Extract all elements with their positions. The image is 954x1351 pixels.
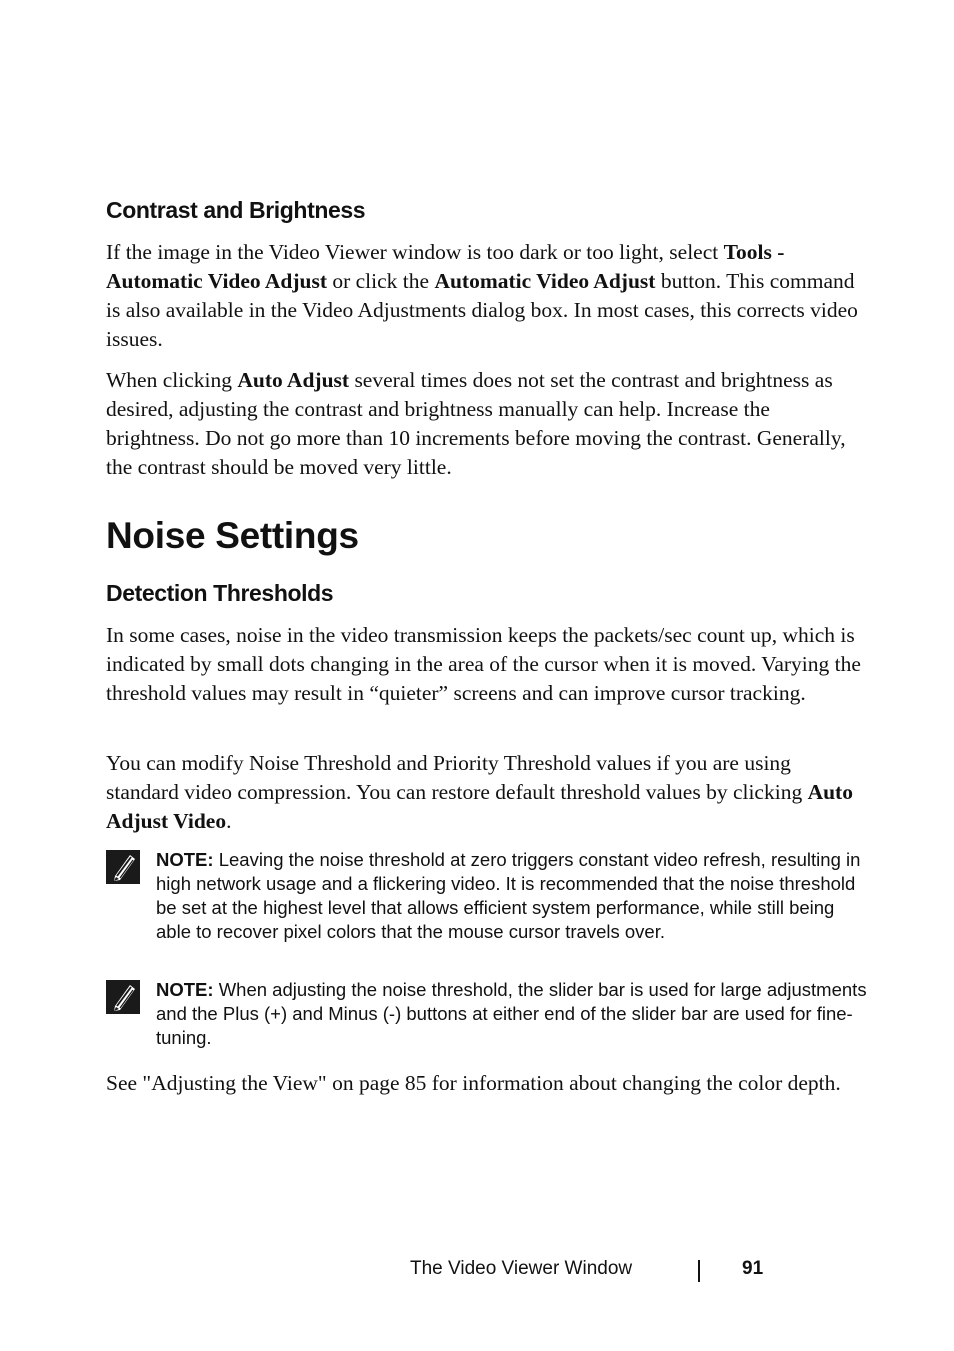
note-text-1 <box>156 848 872 944</box>
bold-text: Automatic Video Adjust <box>434 269 656 293</box>
note-pencil-icon <box>106 980 140 1014</box>
bold-text: Tools - Automatic Video Adjust <box>106 240 785 293</box>
section-heading-detection-thresholds: Detection Thresholds <box>106 580 334 606</box>
footer-page-number: 91 <box>742 1258 764 1279</box>
text-run: If the image in the Video Viewer window is too dark or too light, select <box>106 240 724 264</box>
text-run: button. This command is also available in the Video Adjustments dialog box. In most cases, this corrects video issues. <box>106 269 858 351</box>
text-run: See "Adjusting the View" on page 85 for information about changing the color depth. <box>106 1071 841 1095</box>
text-run: . <box>226 809 232 833</box>
footer-chapter-title: The Video Viewer Window <box>410 1258 633 1279</box>
text-run: You can modify Noise Threshold and Priority Threshold values if you are using standard video compression. You can restore default threshold values by clicking <box>106 751 808 804</box>
text-run: In some cases, noise in the video transmission keeps the packets/sec count up, which is indicated by small dots changing in the area of the cursor when it is moved. Varying the threshold values may result in “quieter” screens and can improve cursor tracking. <box>106 623 861 705</box>
section-heading-contrast-brightness: Contrast and Brightness <box>106 197 366 223</box>
note-text-2 <box>156 978 872 1050</box>
bold-text: NOTE: <box>156 849 214 870</box>
text-run: Leaving the noise threshold at zero triggers constant video refresh, resulting in high network usage and a flickering video. It is recommended that the noise threshold be set at the highest level that allows efficient system performance, while still being able to recover pixel colors that the mouse cursor travels over. <box>156 849 861 942</box>
text-run: several times does not set the contrast and brightness as desired, adjusting the contrast and brightness manually can help. Increase the brightness. Do not go more than 10 increments before moving the contrast. Generally, the contrast should be moved very little. <box>106 368 846 479</box>
paragraph-detection-1 <box>106 621 868 708</box>
bold-text: NOTE: <box>156 979 214 1000</box>
text-run: When adjusting the noise threshold, the slider bar is used for large adjustments and the Plus (+) and Minus (-) buttons at either end of the slider bar are used for fine-tuning. <box>156 979 867 1048</box>
note-pencil-icon <box>106 850 140 884</box>
text-run: When clicking <box>106 368 238 392</box>
page-title-noise-settings: Noise Settings <box>106 515 359 556</box>
text-run: or click the <box>326 269 435 293</box>
paragraph-contrast-2 <box>106 366 868 482</box>
bold-text: Auto Adjust <box>237 368 350 392</box>
paragraph-detection-2 <box>106 749 868 836</box>
footer-divider <box>698 1260 700 1282</box>
bold-text: Auto Adjust Video <box>106 780 853 833</box>
paragraph-contrast-1 <box>106 238 868 354</box>
paragraph-see-also <box>106 1069 868 1098</box>
